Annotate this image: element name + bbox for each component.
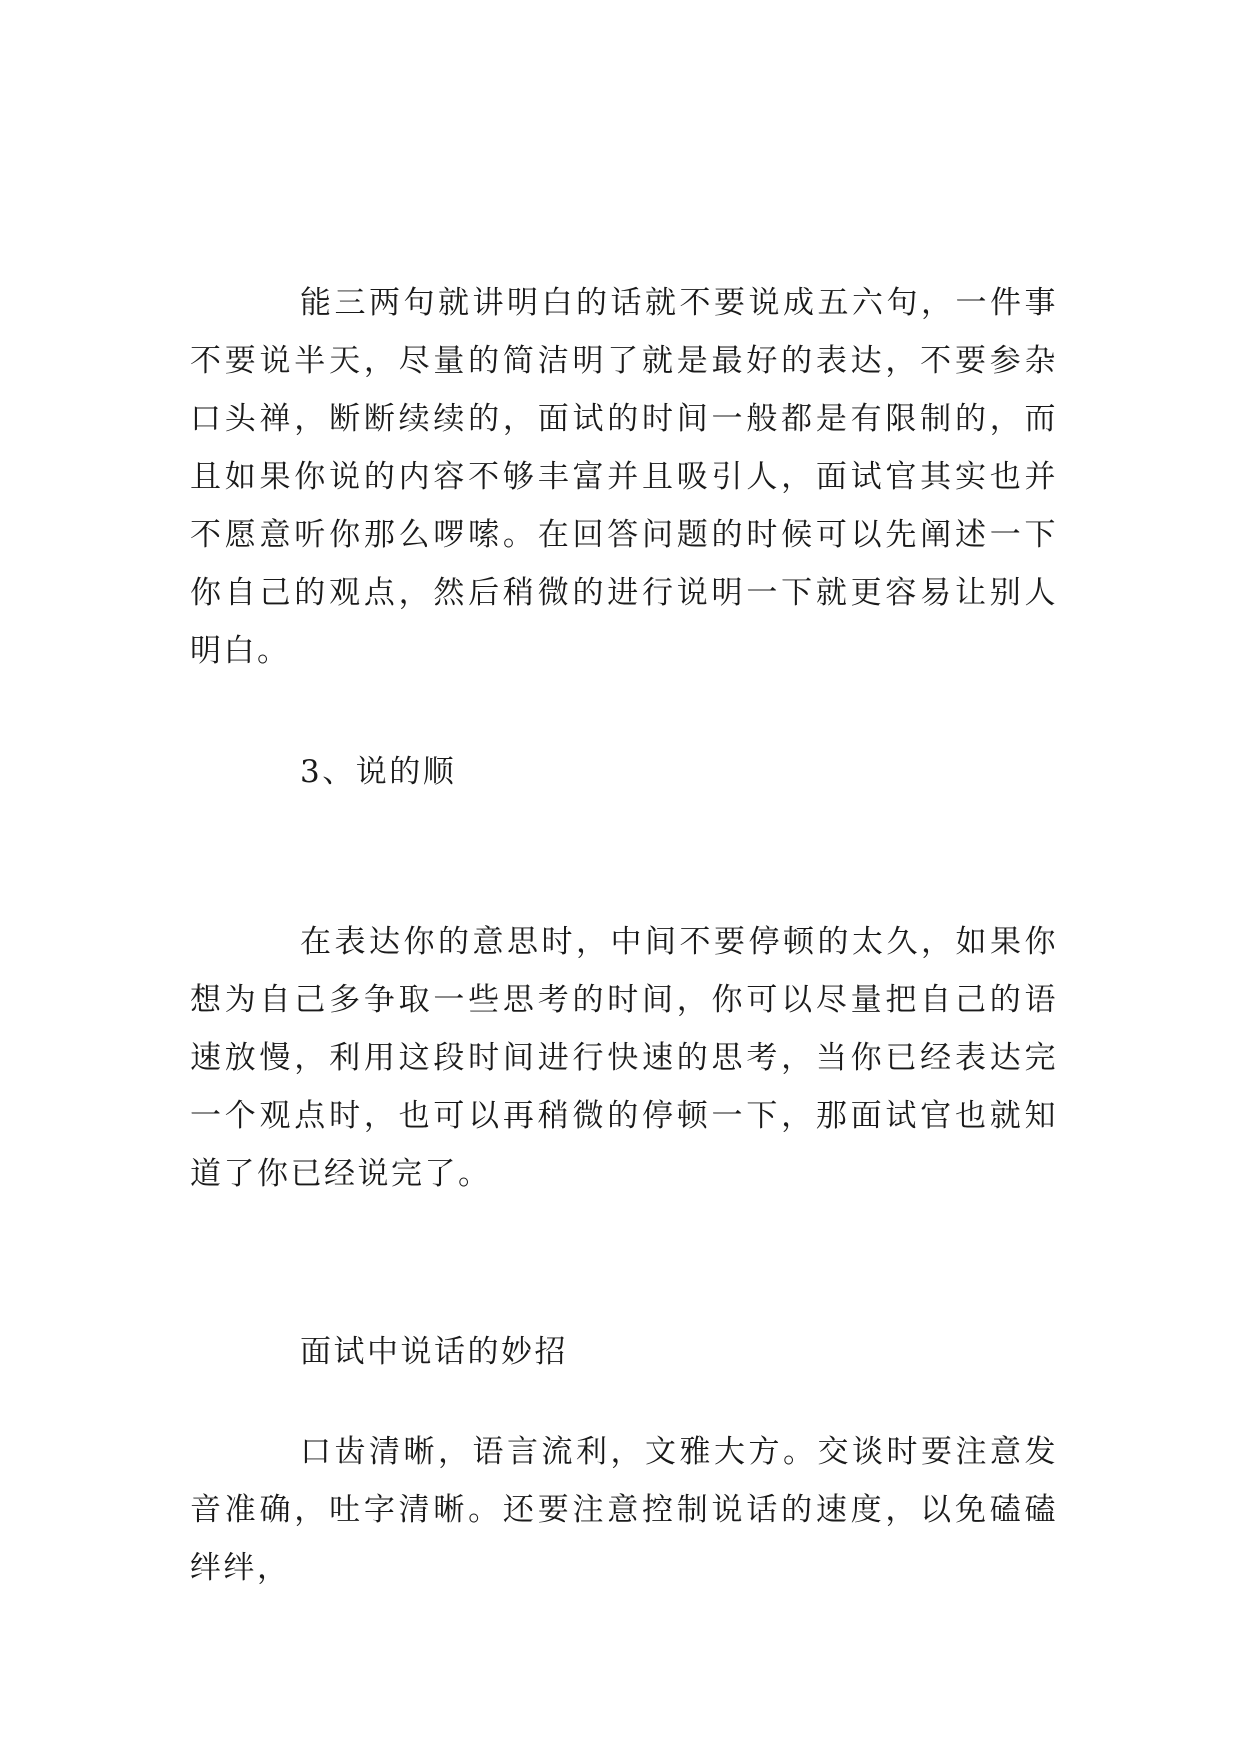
section-heading-speaking-tips: 面试中说话的妙招 xyxy=(300,1334,568,1370)
section-heading-speak-smoothly: 3、说的顺 xyxy=(300,754,457,790)
paragraph-clear-speech: 口齿清晰，语言流利，文雅大方。交谈时要注意发音准确，吐字清晰。还要注意控制说话的速度，以免磕磕绊绊， xyxy=(190,1434,1058,1586)
paragraph-pausing: 在表达你的意思时，中间不要停顿的太久，如果你想为自己多争取一些思考的时间，你可以尽量把自己的语速放慢，利用这段时间进行快速的思考，当你已经表达完一个观点时，也可以再稍微的停顿一下，那面试官也就知道了你已经说完了。 xyxy=(190,924,1058,1192)
paragraph-conciseness: 能三两句就讲明白的话就不要说成五六句，一件事不要说半天，尽量的简洁明了就是最好的表达，不要参杂口头禅，断断续续的，面试的时间一般都是有限制的，而且如果你说的内容不够丰富并且吸引人，面试官其实也并不愿意听你那么啰嗦。在回答问题的时候可以先阐述一下你自己的观点，然后稍微的进行说明一下就更容易让别人明白。 xyxy=(190,285,1058,669)
